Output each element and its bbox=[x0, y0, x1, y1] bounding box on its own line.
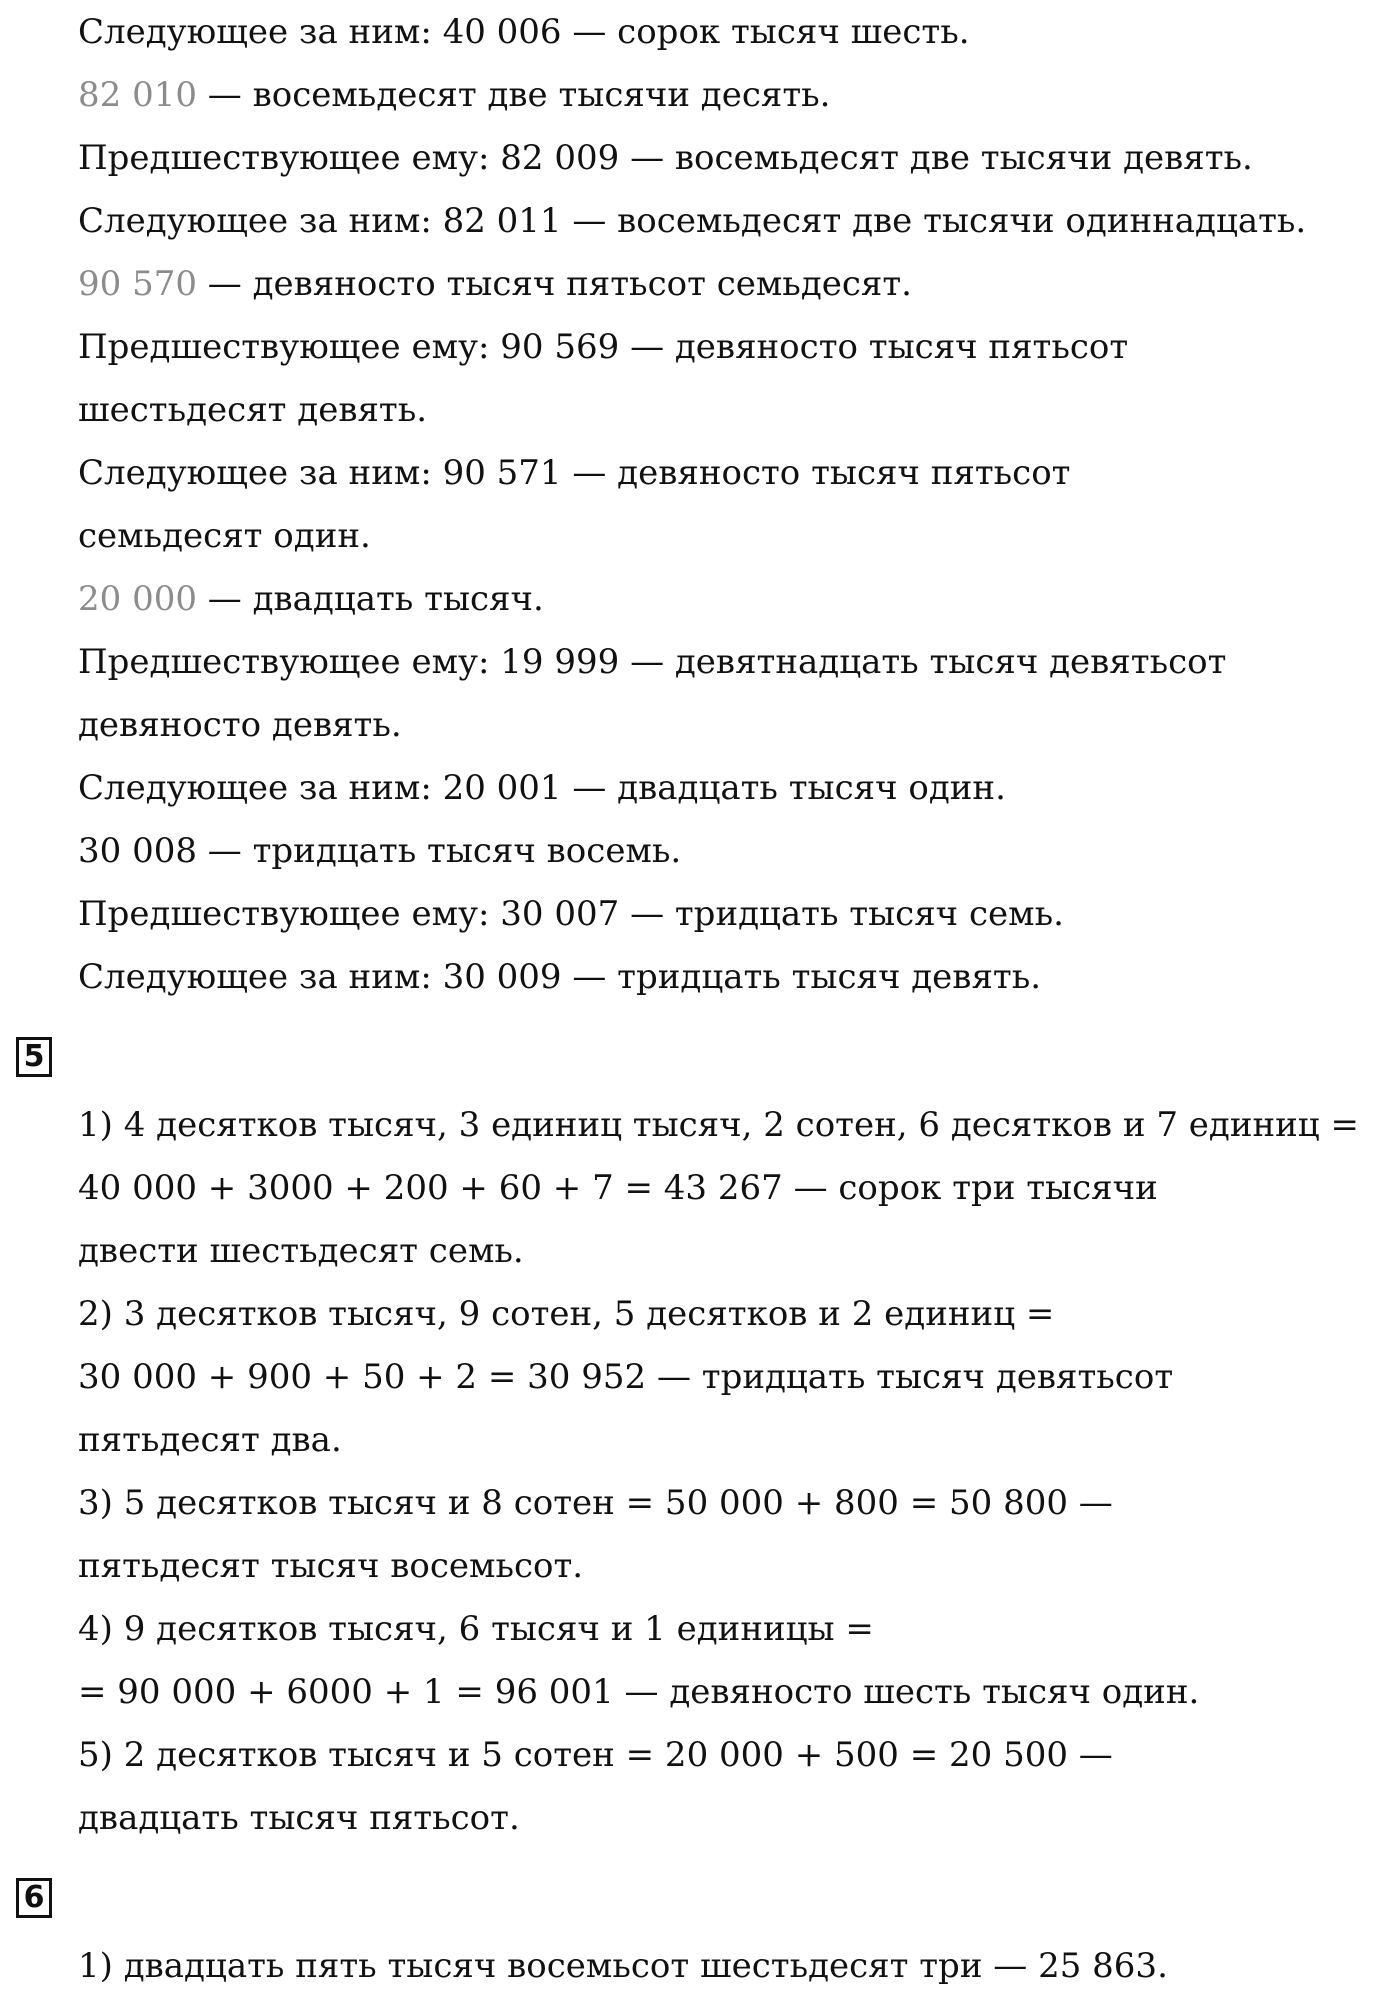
highlighted-number: 82 010 bbox=[78, 75, 197, 115]
line-text: — двадцать тысяч. bbox=[196, 579, 544, 619]
text-line: Следующее за ним: 20 001 — двадцать тысяч один. bbox=[78, 768, 1006, 808]
text-line: 2) 3 десятков тысяч, 9 сотен, 5 десятков и 2 единиц = bbox=[78, 1294, 1055, 1334]
text-line bbox=[78, 262, 912, 306]
task-number-badge: 6 bbox=[16, 1878, 52, 1918]
text-line: Предшествующее ему: 82 009 — восемьдесят две тысячи девять. bbox=[78, 138, 1253, 178]
text-line: Следующее за ним: 90 571 — девяносто тысяч пятьсот bbox=[78, 453, 1071, 493]
text-line: семьдесят один. bbox=[78, 516, 371, 556]
text-line: 30 008 — тридцать тысяч восемь. bbox=[78, 831, 682, 871]
text-line: девяносто девять. bbox=[78, 705, 402, 745]
task-number-badge: 5 bbox=[16, 1037, 52, 1077]
text-line: 5) 2 десятков тысяч и 5 сотен = 20 000 + 500 = 20 500 — bbox=[78, 1735, 1113, 1775]
text-line: 1) двадцать пять тысяч восемьсот шестьдесят три — 25 863. bbox=[78, 1946, 1168, 1986]
text-line: Следующее за ним: 82 011 — восемьдесят две тысячи одиннадцать. bbox=[78, 201, 1307, 241]
text-line: 4) 9 десятков тысяч, 6 тысяч и 1 единицы = bbox=[78, 1609, 874, 1649]
text-line: 1) 4 десятков тысяч, 3 единиц тысяч, 2 сотен, 6 десятков и 7 единиц = bbox=[78, 1105, 1359, 1145]
text-line bbox=[78, 73, 830, 117]
text-line: 30 000 + 900 + 50 + 2 = 30 952 — тридцать тысяч девятьсот bbox=[78, 1357, 1174, 1397]
text-line: шестьдесят девять. bbox=[78, 390, 428, 430]
highlighted-number: 90 570 bbox=[78, 264, 197, 304]
text-line: 3) 5 десятков тысяч и 8 сотен = 50 000 + 800 = 50 800 — bbox=[78, 1483, 1113, 1523]
highlighted-number: 20 000 bbox=[78, 579, 197, 619]
text-line: 40 000 + 3000 + 200 + 60 + 7 = 43 267 — сорок три тысячи bbox=[78, 1168, 1158, 1208]
text-line: двадцать тысяч пятьсот. bbox=[78, 1798, 520, 1838]
line-text: — девяносто тысяч пятьсот семьдесят. bbox=[196, 264, 912, 304]
text-line: Предшествующее ему: 90 569 — девяносто тысяч пятьсот bbox=[78, 327, 1129, 367]
text-line: Предшествующее ему: 30 007 — тридцать тысяч семь. bbox=[78, 894, 1064, 934]
text-line: пятьдесят тысяч восемьсот. bbox=[78, 1546, 584, 1586]
text-line: Предшествующее ему: 19 999 — девятнадцать тысяч девятьсот bbox=[78, 642, 1227, 682]
text-line bbox=[78, 577, 544, 621]
text-line: = 90 000 + 6000 + 1 = 96 001 — девяносто шесть тысяч один. bbox=[78, 1672, 1200, 1712]
text-line: Следующее за ним: 30 009 — тридцать тысяч девять. bbox=[78, 957, 1042, 997]
text-line: пятьдесят два. bbox=[78, 1420, 342, 1460]
text-line: двести шестьдесят семь. bbox=[78, 1231, 524, 1271]
text-line: Следующее за ним: 40 006 — сорок тысяч шесть. bbox=[78, 12, 970, 52]
line-text: — восемьдесят две тысячи десять. bbox=[196, 75, 831, 115]
